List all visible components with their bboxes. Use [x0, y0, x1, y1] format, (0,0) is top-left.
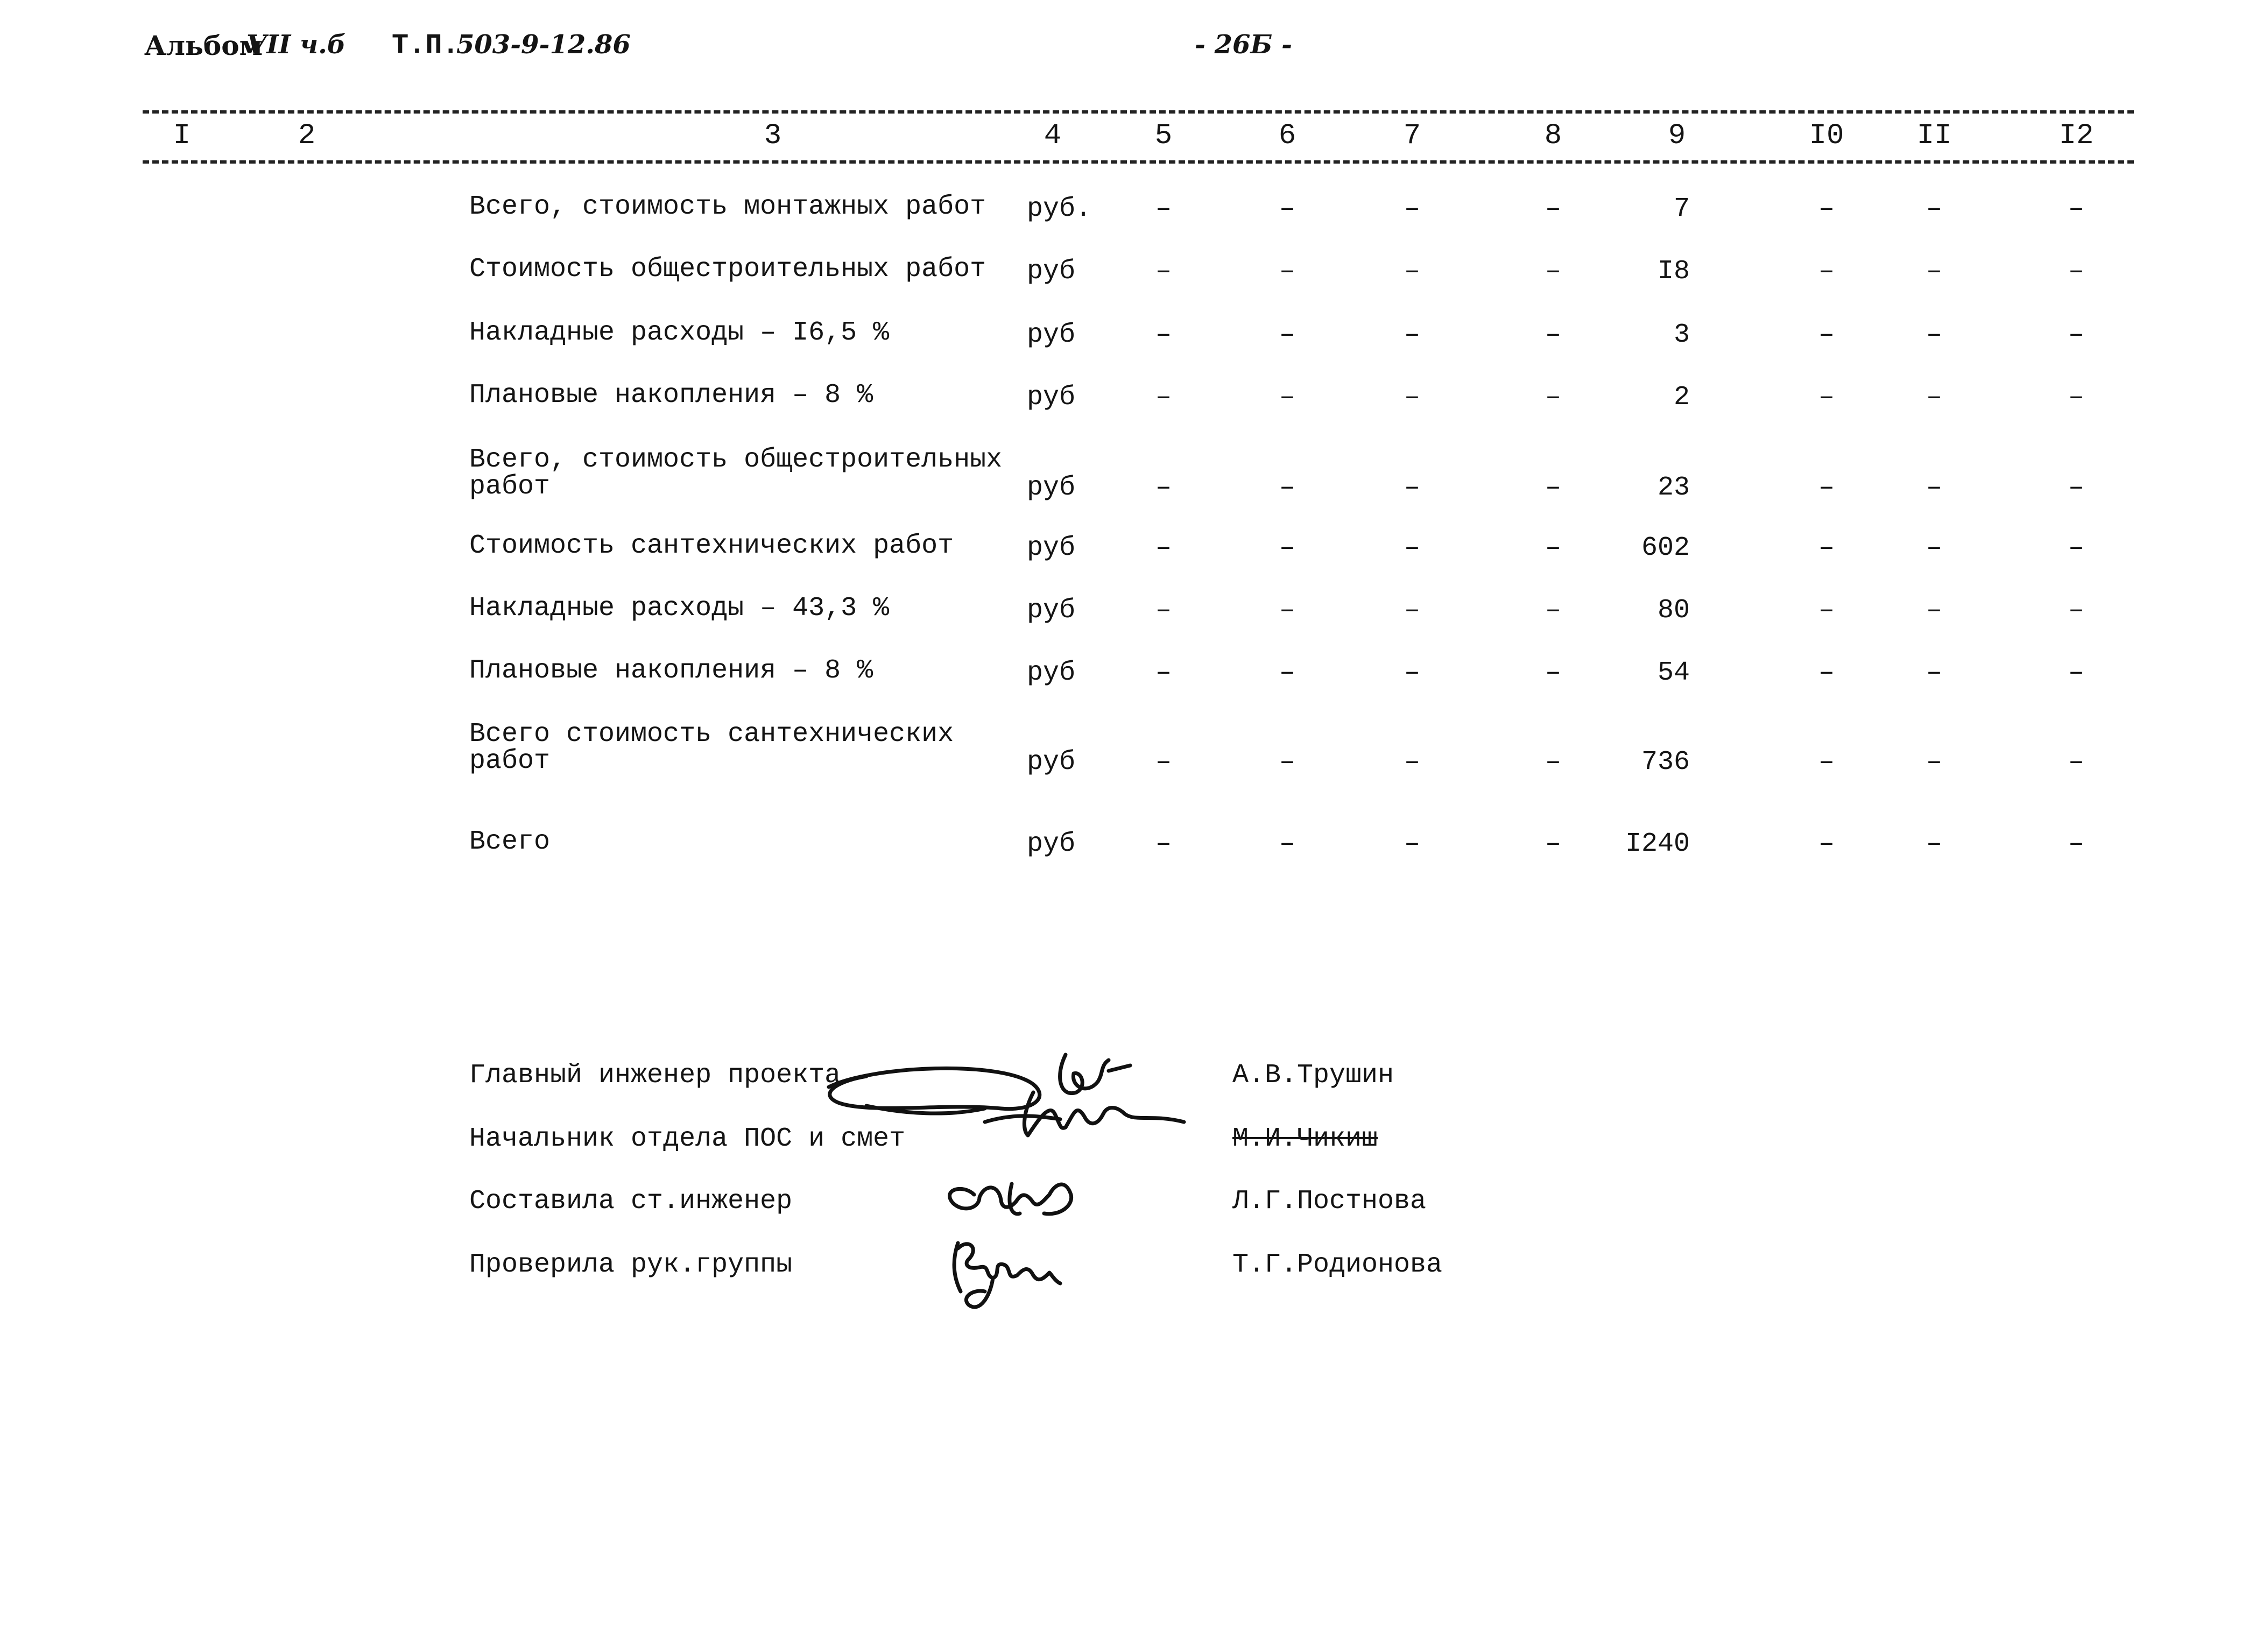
- row-cell-c12: –: [2068, 595, 2084, 626]
- row-description: Всего, стоимость монтажных работ: [469, 192, 986, 222]
- row-cell-c7: –: [1404, 194, 1420, 224]
- row-cell-c7: –: [1404, 472, 1420, 503]
- signature-role: Составила ст.инженер: [469, 1186, 793, 1217]
- row-unit: руб: [1027, 829, 1076, 859]
- row-cell-c5: –: [1155, 320, 1172, 350]
- row-cell-c11: –: [1926, 533, 1942, 563]
- row-cell-c6: –: [1279, 747, 1295, 778]
- row-cell-c5: –: [1155, 658, 1172, 688]
- row-cell-c10: –: [1818, 256, 1835, 287]
- row-value-col9: 80: [1657, 595, 1690, 626]
- row-cell-c5: –: [1155, 829, 1172, 859]
- column-number: I0: [1809, 119, 1844, 152]
- row-cell-c6: –: [1279, 256, 1295, 287]
- row-description: Стоимость сантехнических работ: [469, 531, 954, 561]
- row-cell-c6: –: [1279, 533, 1295, 563]
- row-cell-c6: –: [1279, 320, 1295, 350]
- row-cell-c7: –: [1404, 829, 1420, 859]
- row-cell-c7: –: [1404, 320, 1420, 350]
- row-cell-c11: –: [1926, 658, 1942, 688]
- page-number: - 26Б -: [1195, 30, 1293, 60]
- row-description: Всего, стоимость общестроительных работ: [469, 444, 1003, 502]
- album-label: Альбом: [144, 30, 263, 61]
- row-cell-c12: –: [2068, 472, 2084, 503]
- row-cell-c10: –: [1818, 472, 1835, 503]
- row-unit: руб: [1027, 382, 1076, 413]
- row-cell-c10: –: [1818, 658, 1835, 688]
- row-cell-c11: –: [1926, 829, 1942, 859]
- row-value-col9: I8: [1657, 256, 1690, 287]
- signature-role: Проверила рук.группы: [469, 1249, 793, 1280]
- row-value-col9: 7: [1673, 194, 1690, 224]
- row-cell-c10: –: [1818, 320, 1835, 350]
- row-cell-c6: –: [1279, 472, 1295, 503]
- row-cell-c5: –: [1155, 747, 1172, 778]
- row-cell-c7: –: [1404, 658, 1420, 688]
- row-cell-c11: –: [1926, 472, 1942, 503]
- row-description: Плановые накопления – 8 %: [469, 655, 873, 686]
- row-cell-c11: –: [1926, 747, 1942, 778]
- row-cell-c11: –: [1926, 595, 1942, 626]
- row-cell-c8: –: [1545, 194, 1561, 224]
- column-number: 2: [298, 119, 316, 152]
- column-number: II: [1916, 119, 1952, 152]
- row-cell-c7: –: [1404, 747, 1420, 778]
- column-number: 9: [1668, 119, 1686, 152]
- row-description: Всего: [469, 827, 551, 857]
- row-value-col9: 23: [1657, 472, 1690, 503]
- row-description: Плановые накопления – 8 %: [469, 380, 873, 411]
- row-cell-c8: –: [1545, 320, 1561, 350]
- row-cell-c12: –: [2068, 320, 2084, 350]
- row-cell-c7: –: [1404, 533, 1420, 563]
- row-description: Накладные расходы – 43,3 %: [469, 593, 890, 624]
- row-cell-c5: –: [1155, 194, 1172, 224]
- row-cell-c5: –: [1155, 533, 1172, 563]
- row-cell-c8: –: [1545, 382, 1561, 413]
- row-cell-c12: –: [2068, 194, 2084, 224]
- signature-role: Начальник отдела ПОС и смет: [469, 1124, 906, 1154]
- row-cell-c7: –: [1404, 595, 1420, 626]
- row-cell-c12: –: [2068, 533, 2084, 563]
- signature-name: Л.Г.Постнова: [1232, 1186, 1427, 1217]
- column-number: I2: [2058, 119, 2094, 152]
- column-number: 3: [764, 119, 782, 152]
- row-unit: руб.: [1027, 194, 1092, 224]
- row-value-col9: I240: [1625, 829, 1690, 859]
- column-number: 7: [1403, 119, 1421, 152]
- column-number: 5: [1154, 119, 1173, 152]
- row-cell-c6: –: [1279, 829, 1295, 859]
- row-unit: руб: [1027, 320, 1076, 350]
- signature-name: М.И.Чикиш: [1232, 1124, 1378, 1154]
- row-description: Всего стоимость сантехнических работ: [469, 719, 954, 776]
- row-description: Стоимость общестроительных работ: [469, 254, 986, 285]
- row-cell-c6: –: [1279, 595, 1295, 626]
- column-number: 8: [1544, 119, 1562, 152]
- album-handwritten: VII ч.б: [246, 30, 346, 60]
- row-value-col9: 736: [1641, 747, 1690, 778]
- row-unit: руб: [1027, 595, 1076, 626]
- row-cell-c11: –: [1926, 382, 1942, 413]
- row-value-col9: 602: [1641, 533, 1690, 563]
- signature-role: Главный инженер проекта: [469, 1060, 841, 1091]
- row-cell-c6: –: [1279, 382, 1295, 413]
- tp-number: 503-9-12.86: [456, 30, 631, 60]
- row-cell-c8: –: [1545, 533, 1561, 563]
- row-unit: руб: [1027, 256, 1076, 287]
- row-cell-c10: –: [1818, 595, 1835, 626]
- row-cell-c12: –: [2068, 747, 2084, 778]
- row-cell-c8: –: [1545, 747, 1561, 778]
- row-unit: руб: [1027, 533, 1076, 563]
- row-cell-c8: –: [1545, 595, 1561, 626]
- row-cell-c10: –: [1818, 533, 1835, 563]
- row-cell-c6: –: [1279, 658, 1295, 688]
- row-cell-c5: –: [1155, 256, 1172, 287]
- row-cell-c11: –: [1926, 320, 1942, 350]
- row-value-col9: 2: [1673, 382, 1690, 413]
- signature-name: А.В.Трушин: [1232, 1060, 1394, 1091]
- row-cell-c12: –: [2068, 256, 2084, 287]
- column-number: 6: [1278, 119, 1296, 152]
- row-description: Накладные расходы – I6,5 %: [469, 317, 890, 348]
- row-cell-c8: –: [1545, 472, 1561, 503]
- row-cell-c7: –: [1404, 382, 1420, 413]
- row-cell-c12: –: [2068, 382, 2084, 413]
- row-cell-c5: –: [1155, 595, 1172, 626]
- row-cell-c5: –: [1155, 382, 1172, 413]
- row-value-col9: 3: [1673, 320, 1690, 350]
- row-cell-c5: –: [1155, 472, 1172, 503]
- header-bottom-rule: [143, 160, 2134, 164]
- row-unit: руб: [1027, 472, 1076, 503]
- row-cell-c8: –: [1545, 829, 1561, 859]
- signature-scribble: [807, 1022, 1249, 1324]
- row-cell-c10: –: [1818, 747, 1835, 778]
- row-cell-c11: –: [1926, 194, 1942, 224]
- row-cell-c7: –: [1404, 256, 1420, 287]
- column-number: 4: [1044, 119, 1062, 152]
- row-cell-c11: –: [1926, 256, 1942, 287]
- row-cell-c10: –: [1818, 382, 1835, 413]
- row-cell-c10: –: [1818, 829, 1835, 859]
- row-cell-c12: –: [2068, 829, 2084, 859]
- row-unit: руб: [1027, 658, 1076, 688]
- row-cell-c8: –: [1545, 658, 1561, 688]
- header-top-rule: [143, 110, 2134, 114]
- row-cell-c12: –: [2068, 658, 2084, 688]
- row-cell-c10: –: [1818, 194, 1835, 224]
- column-number: I: [173, 119, 191, 152]
- row-cell-c6: –: [1279, 194, 1295, 224]
- tp-label: Т.П.: [392, 30, 459, 61]
- row-unit: руб: [1027, 747, 1076, 778]
- row-value-col9: 54: [1657, 658, 1690, 688]
- signature-name: Т.Г.Родионова: [1232, 1249, 1443, 1280]
- row-cell-c8: –: [1545, 256, 1561, 287]
